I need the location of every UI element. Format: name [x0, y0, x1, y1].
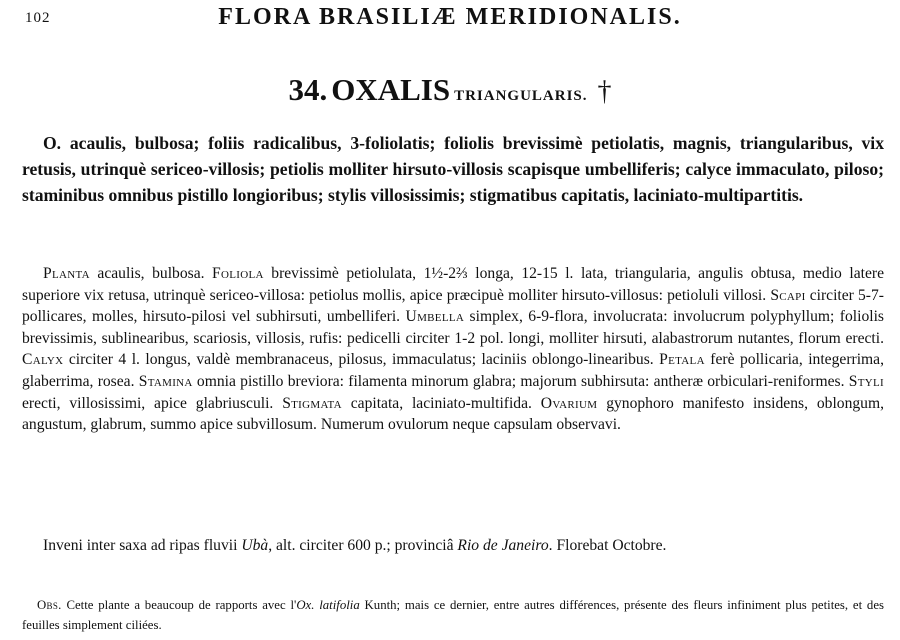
desc-label-ovarium: Ovarium	[540, 394, 598, 412]
desc-label-umbella: Umbella	[405, 308, 465, 326]
desc-label-calyx: Calyx	[22, 351, 64, 369]
desc-text-styli: erecti, villosissimi, apice glabriusculi.	[22, 394, 283, 412]
desc-text-foliola: brevissimè petiolulata, 1½-2⅔ longa, 12-15 l. lata, triangularia, angulis obtusa, medio latere superiore vix retusa, utrinquè sericeo-villosa: petiolus mollis, apice præcipuè molliter hirsuto-villosus: petioluli villosi.	[22, 265, 884, 304]
desc-label-petala: Petala	[659, 351, 705, 369]
locality-province: Rio de Janeiro	[457, 537, 549, 554]
obs-before: Cette plante a beaucoup de rapports avec l'	[61, 598, 297, 612]
dagger-mark: †	[597, 76, 612, 107]
obs-species-ref: Ox. latifolia	[296, 598, 360, 612]
species-heading	[0, 72, 900, 108]
desc-text-planta: acaulis, bulbosa.	[89, 265, 213, 282]
genus-name: OXALIS	[331, 72, 451, 107]
species-number: 34.	[288, 72, 328, 107]
desc-text-petala: ferè pollicaria, integerrima, glaberrima, rosea.	[22, 351, 884, 390]
locality-river: Ubà	[241, 537, 269, 554]
locality-middle: , alt. circiter 600 p.; provinciâ	[268, 537, 458, 554]
diagnosis-text: O. acaulis, bulbosa; foliis radicalibus, 3-foliolatis; foliolis brevissimè petiolatis, magnis, triangularibus, vix retusis, utrinquè sericeo-villosis; petiolis molliter hirsuto-villosis scapisque umbelliferis; calyce immaculato, piloso; staminibus omnibus pistillo longioribus; stylis villosissimis; stigmatibus capitatis, laciniato-multipartitis.	[22, 133, 884, 205]
desc-label-foliola: Foliola	[212, 265, 264, 282]
page-number: 102	[25, 10, 51, 26]
locality-before: Inveni inter saxa ad ripas fluvii	[43, 537, 242, 554]
obs-label: Obs.	[37, 598, 62, 612]
obs-after: Kunth; mais ce dernier, entre autres différences, présente des fleurs infiniment plus petites, et des feuilles simplement ciliées.	[22, 598, 884, 632]
desc-text-stamina: omnia pistillo breviora: filamenta minorum glabra; majorum subhirsuta: antheræ orbiculari-reniformes.	[192, 372, 849, 390]
observation-note	[22, 595, 884, 635]
description-paragraph	[22, 263, 884, 436]
desc-text-calyx: circiter 4 l. longus, valdè membranaceus, pilosus, immaculatus; laciniis oblongo-linearibus.	[63, 351, 660, 369]
desc-text-scapi: circiter 5-7-pollicares, molles, hirsuto-pilosi vel subhirsuti, umbelliferi.	[22, 286, 884, 326]
diagnosis-paragraph	[22, 130, 884, 208]
desc-label-planta: Planta	[43, 265, 90, 282]
desc-label-stigmata: Stigmata	[282, 394, 342, 412]
desc-label-styli: Styli	[848, 372, 884, 390]
desc-text-stigmata: capitata, laciniato-multifida.	[341, 394, 541, 412]
desc-text-ovarium: gynophoro manifesto insidens, oblongum, angustum, glabrum, summo apice subvillosum. Numerum ovulorum neque capsulam observavi.	[22, 394, 884, 434]
desc-label-scapi: Scapi	[770, 286, 806, 304]
desc-label-stamina: Stamina	[138, 372, 193, 390]
locality-paragraph	[22, 535, 884, 557]
desc-text-umbella: simplex, 6-9-flora, involucrata: involucrum polyphyllum; foliolis brevissimis, sublinearibus, scariosis, villosis, rufis: pedicelli circiter 1-2 pol. longi, molliter hirsuti, alabastrorum nutantes, florum erecti.	[22, 308, 884, 347]
species-epithet: TRIANGULARIS.	[454, 88, 588, 104]
locality-after: . Florebat Octobre.	[548, 537, 667, 554]
running-title: FLORA BRASILIÆ MERIDIONALIS.	[218, 4, 682, 30]
